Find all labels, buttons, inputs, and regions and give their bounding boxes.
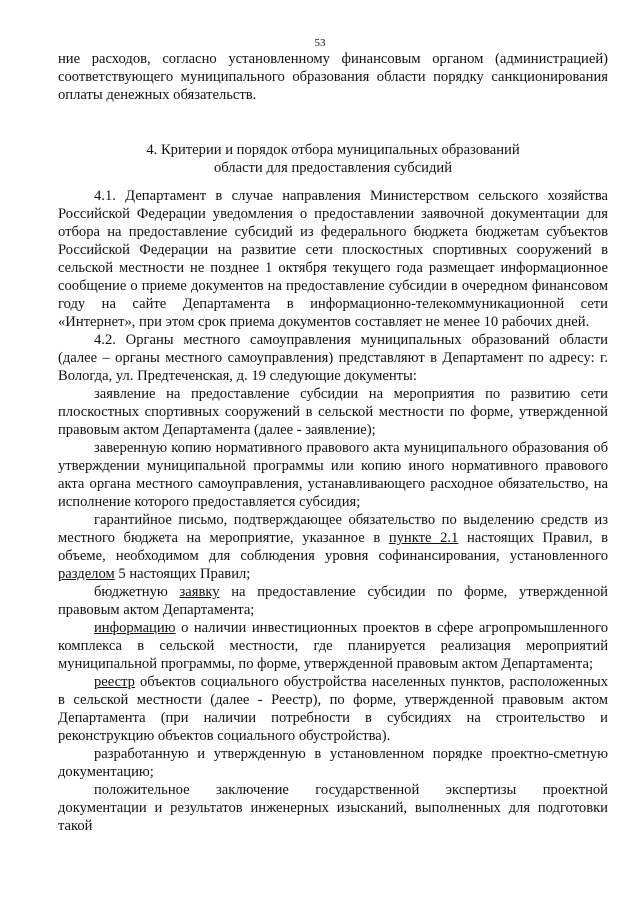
- paragraph-design-docs: разработанную и утвержденную в установленном порядке проектно-сметную документацию;: [58, 746, 608, 780]
- paragraph-text: на предоставление субсидии по форме, утвержденной правовым актом Департамента;: [58, 584, 608, 618]
- intro-paragraph: [58, 50, 608, 104]
- paragraph-guarantee-letter: [58, 511, 608, 583]
- paragraph-expertise: положительное заключение государственной экспертизы проектной документации и результатов инженерных изысканий, выполненных для подготовки такой: [58, 782, 608, 834]
- link-clause-2-1[interactable]: пункте 2.1: [388, 530, 459, 546]
- intro-text: ние расходов, согласно установленному финансовым органом (администрацией) соответствующего муниципального образования области порядку санкционирования оплаты денежных обязательств.: [58, 51, 608, 103]
- paragraph-text: объектов социального обустройства населенных пунктов, расположенных в сельской местности (далее - Реестр), по форме, утвержденной правовым актом Департамента (при наличии потребности в субсидиях на строительство и реконструкцию объектов социального обустройства).: [58, 674, 608, 744]
- paragraph-registry: [58, 673, 608, 745]
- paragraph-text: о наличии инвестиционных проектов в сфере агропромышленного комплекса в сельской местности, где планируется реализация мероприятий муниципальной программы, по форме, утвержденной правовым актом Департамента;: [58, 620, 608, 672]
- paragraph-investment-info: [58, 619, 608, 673]
- section-heading-line2: области для предоставления субсидий: [213, 160, 453, 176]
- link-request[interactable]: заявку: [179, 584, 220, 600]
- section-heading-line1: 4. Критерии и порядок отбора муниципальных образований: [146, 142, 520, 158]
- paragraph-application: заявление на предоставление субсидии на мероприятия по развитию сети плоскостных спортивных сооружений в сельской местности по форме, утвержденной правовым актом Департамента (далее - заявление);: [58, 386, 608, 438]
- paragraph-text: 5 настоящих Правил;: [114, 566, 251, 582]
- paragraph-4-2: 4.2. Органы местного самоуправления муниципальных образований области (далее – органы местного самоуправления) представляют в Департамент по адресу: г. Вологда, ул. Предтеченская, д. 19 следующие документы:: [58, 332, 608, 384]
- paragraph-budget-request: [58, 583, 608, 619]
- section-body: [58, 187, 608, 835]
- page-number: 53: [314, 37, 326, 49]
- paragraph-text: настоящих Правил, в объеме, необходимом для соблюдения уровня софинансирования, установленного: [58, 530, 608, 564]
- paragraph-text: гарантийное письмо, подтверждающее обязательство по выделению средств из местного бюджета на мероприятие, указанное в: [58, 512, 608, 546]
- paragraph-legal-act-copy: заверенную копию нормативного правового акта муниципального образования об утверждении муниципальной программы или копию иного нормативного правового акта органа местного самоуправления, устанавливающего расходное обязательство, на исполнение которого предоставляется субсидия;: [58, 440, 608, 510]
- paragraph-4-1: 4.1. Департамент в случае направления Министерством сельского хозяйства Российской Федерации уведомления о предоставлении заявочной документации для отбора на предоставление субсидий из федерального бюджета бюджетам субъектов Российской Федерации на развитие сети плоскостных спортивных сооружений в сельской местности не позднее 1 октября текущего года размещает информационное сообщение о приеме документов на предоставление субсидии в очередном финансовом году на сайте Департамента в информационно-телекоммуникационной сети «Интернет», при этом срок приема документов составляет не менее 10 рабочих дней.: [58, 188, 608, 330]
- section-heading: [58, 141, 608, 177]
- paragraph-text: бюджетную: [94, 584, 180, 600]
- link-information[interactable]: информацию: [94, 620, 176, 636]
- link-registry[interactable]: реестр: [94, 674, 135, 690]
- link-section[interactable]: разделом: [58, 566, 115, 582]
